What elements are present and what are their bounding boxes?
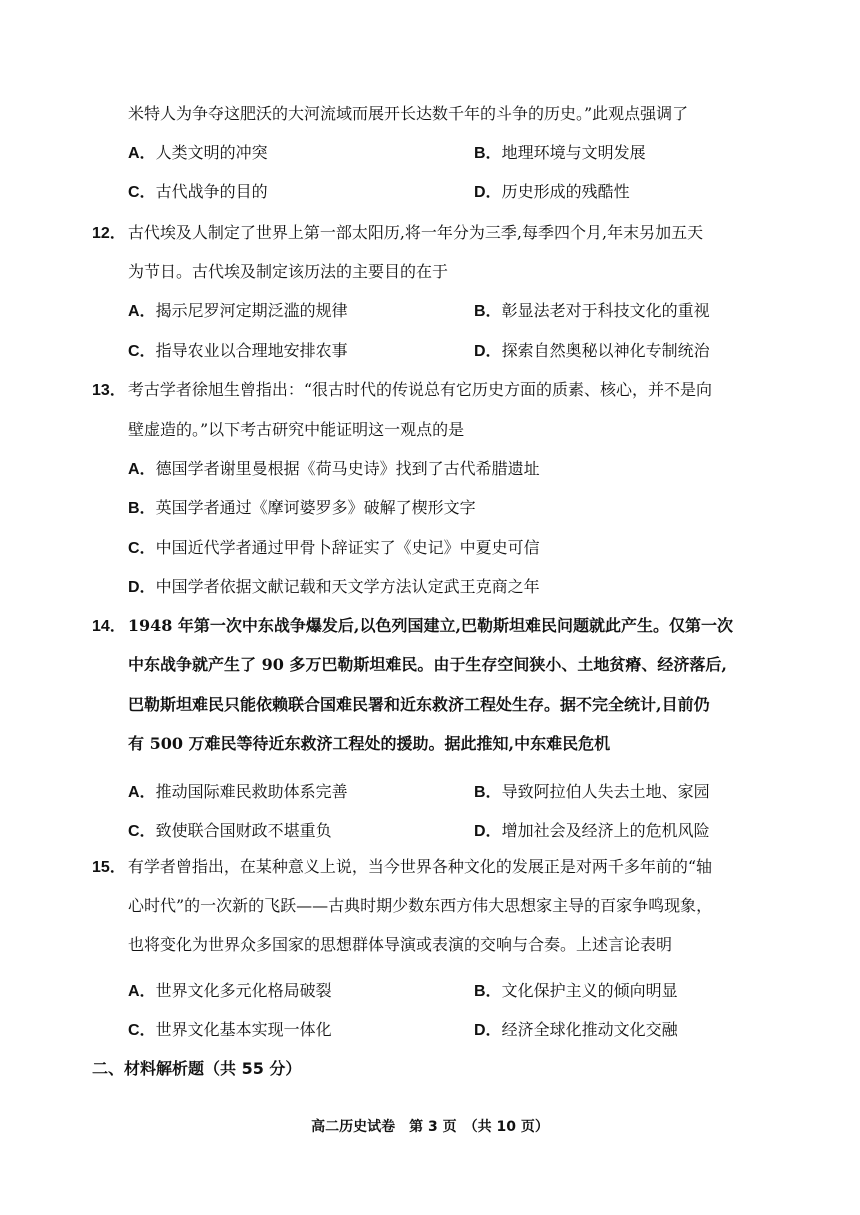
option-letter: C．	[128, 184, 156, 201]
stem-text: 有学者曾指出，在某种意义上说，当今世界各种文化的发展正是对两千多年前的“轴	[127, 857, 712, 876]
option-letter: D．	[474, 1022, 502, 1039]
option-letter: D．	[128, 579, 156, 596]
q15-stem-line-2: 心时代”的一次新的飞跃——古典时期少数东西方伟大思想家主导的百家争鸣现象，	[128, 896, 713, 915]
option-text: 指导农业以合理地安排农事	[155, 341, 348, 360]
q14-stem-line-2: 中东战争就产生了 90 多万巴勒斯坦难民。由于生存空间狭小、土地贫瘠、经济落后,	[128, 655, 727, 674]
q12-option-a	[128, 301, 348, 322]
option-text: 揭示尼罗河定期泛滥的规律	[155, 301, 348, 320]
section-heading: 二、材料解析题（共 55 分）	[92, 1059, 302, 1078]
q15-option-d	[474, 1020, 678, 1041]
option-text: 推动国际难民救助体系完善	[155, 782, 348, 801]
option-letter: C．	[128, 540, 156, 557]
option-text: 世界文化多元化格局破裂	[155, 981, 332, 1000]
question-number: 14．	[92, 618, 126, 635]
option-text: 古代战争的目的	[155, 182, 268, 201]
q14-option-d	[474, 821, 710, 842]
option-letter: D．	[474, 184, 502, 201]
option-letter: A．	[128, 145, 156, 162]
option-text: 英国学者通过《摩诃婆罗多》破解了楔形文字	[155, 498, 476, 517]
q14-option-a	[128, 782, 348, 803]
option-letter: C．	[128, 343, 156, 360]
option-text: 增加社会及经济上的危机风险	[501, 821, 710, 840]
q11-option-d	[474, 182, 630, 203]
option-text: 文化保护主义的倾向明显	[501, 981, 678, 1000]
q13-option-a	[128, 459, 540, 480]
q13-option-b	[128, 498, 476, 519]
q15-option-b	[474, 981, 678, 1002]
q14-option-c	[128, 821, 332, 842]
q11-option-b	[474, 143, 646, 164]
option-letter: B．	[474, 145, 502, 162]
q12-stem-line-1	[92, 223, 703, 244]
q14-stem-line-1	[92, 616, 733, 637]
option-letter: D．	[474, 823, 502, 840]
option-text: 德国学者谢里曼根据《荷马史诗》找到了古代希腊遗址	[155, 459, 540, 478]
stem-text: 古代埃及人制定了世界上第一部太阳历,将一年分为三季,每季四个月,年末另加五天	[127, 223, 704, 242]
q15-stem-line-1	[92, 857, 712, 878]
option-text: 地理环境与文明发展	[501, 143, 646, 162]
option-letter: A．	[128, 461, 156, 478]
q12-option-b	[474, 301, 710, 322]
option-letter: B．	[128, 500, 156, 517]
q12-option-d	[474, 341, 710, 362]
q15-option-c	[128, 1020, 332, 1041]
option-text: 探索自然奥秘以神化专制统治	[501, 341, 710, 360]
q13-stem-line-2: 壁虚造的。”以下考古研究中能证明这一观点的是	[128, 420, 465, 439]
option-text: 彰显法老对于科技文化的重视	[501, 301, 710, 320]
q15-option-a	[128, 981, 332, 1002]
q14-option-b	[474, 782, 710, 803]
question-number: 15．	[92, 859, 126, 876]
q13-option-c	[128, 538, 540, 559]
q14-stem-line-4: 有 500 万难民等待近东救济工程处的援助。据此推知,中东难民危机	[128, 734, 611, 753]
q11-option-c	[128, 182, 268, 203]
option-letter: C．	[128, 1022, 156, 1039]
q14-stem-line-3: 巴勒斯坦难民只能依赖联合国难民署和近东救济工程处生存。据不完全统计,目前仍	[128, 695, 710, 714]
q11-stem-line: 米特人为争夺这肥沃的大河流域而展开长达数千年的斗争的历史。”此观点强调了	[128, 104, 689, 123]
option-letter: C．	[128, 823, 156, 840]
option-text: 世界文化基本实现一体化	[155, 1020, 332, 1039]
stem-text: 1948 年第一次中东战争爆发后,以色列国建立,巴勒斯坦难民问题就此产生。仅第一次	[127, 616, 734, 635]
option-text: 经济全球化推动文化交融	[501, 1020, 678, 1039]
option-letter: A．	[128, 303, 156, 320]
q12-option-c	[128, 341, 348, 362]
option-letter: B．	[474, 983, 502, 1000]
option-letter: A．	[128, 983, 156, 1000]
question-number: 13．	[92, 382, 126, 399]
option-text: 中国学者依据文献记载和天文学方法认定武王克商之年	[155, 577, 540, 596]
option-text: 致使联合国财政不堪重负	[155, 821, 332, 840]
q11-option-a	[128, 143, 268, 164]
option-letter: B．	[474, 303, 502, 320]
option-text: 历史形成的残酷性	[501, 182, 630, 201]
q12-stem-line-2: 为节日。古代埃及制定该历法的主要目的在于	[128, 262, 449, 281]
q13-option-d	[128, 577, 540, 598]
option-text: 中国近代学者通过甲骨卜辞证实了《史记》中夏史可信	[155, 538, 540, 557]
q15-stem-line-3: 也将变化为世界众多国家的思想群体导演或表演的交响与合奏。上述言论表明	[128, 935, 673, 954]
q13-stem-line-1	[92, 380, 712, 401]
option-letter: D．	[474, 343, 502, 360]
option-letter: A．	[128, 784, 156, 801]
page-footer: 高二历史试卷 第 3 页 （共 10 页）	[311, 1119, 549, 1135]
stem-text: 考古学者徐旭生曾指出：“很古时代的传说总有它历史方面的质素、核心，并不是向	[127, 380, 712, 399]
option-letter: B．	[474, 784, 502, 801]
question-number: 12．	[92, 225, 126, 242]
option-text: 导致阿拉伯人失去土地、家园	[501, 782, 710, 801]
option-text: 人类文明的冲突	[155, 143, 268, 162]
